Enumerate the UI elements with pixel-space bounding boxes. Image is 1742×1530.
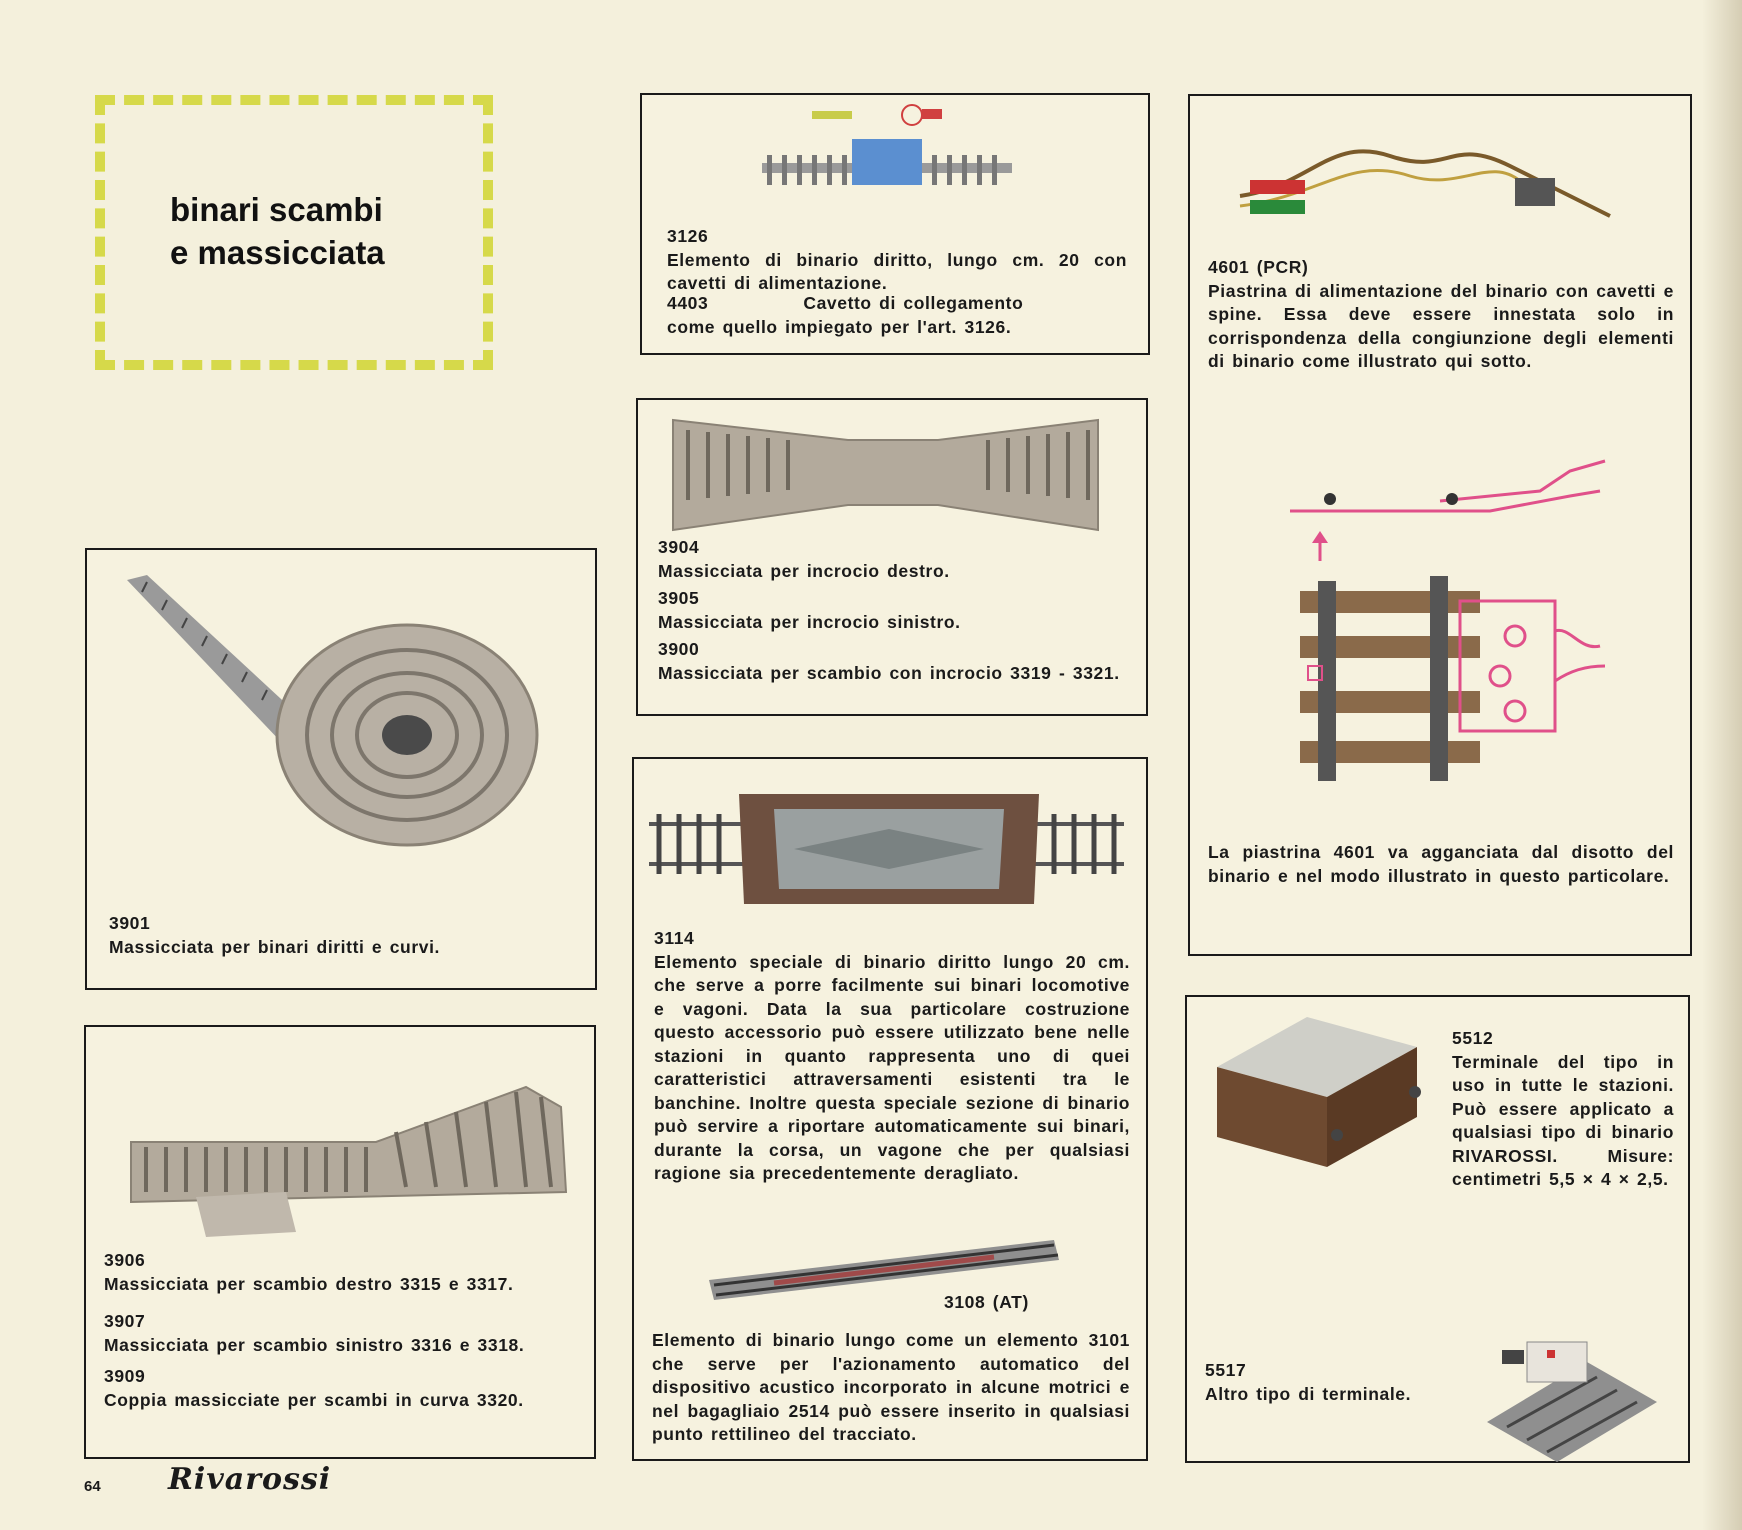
code-3900: 3900	[658, 639, 700, 659]
buffer-5517-illustration	[1467, 1322, 1667, 1462]
code-3108: 3108 (AT)	[944, 1292, 1029, 1312]
code-3905: 3905	[658, 588, 700, 608]
text-3108: Elemento di binario lungo come un elemento 3101 che serve per l'azionamento automatico del dispositivo acustico incorporato in alcune motrici e nel bagagliaio 2514 può essere inserito in qualsiasi punto rettilineo del tracciato.	[652, 1330, 1130, 1444]
code-4601: 4601 (PCR)	[1208, 257, 1309, 277]
text-3906: Massicciata per scambio destro 3315 e 3317.	[104, 1273, 514, 1294]
box-4601	[1188, 94, 1692, 956]
box-3901	[85, 548, 597, 990]
box-3906	[84, 1025, 596, 1459]
track-3126-illustration	[642, 95, 1152, 215]
note-4601: La piastrina 4601 va agganciata dal disotto del binario e nel modo illustrato in questo particolare.	[1208, 842, 1674, 886]
box-3114	[632, 757, 1148, 1461]
mounting-diagram	[1190, 451, 1694, 791]
text-3114: Elemento speciale di binario diritto lungo 20 cm. che serve a porre facilmente sui binari locomotive e vagoni. Data la sua particolare costruzione questo accessorio può essere utilizzato bene nelle stazioni in quanto rappresenta uno di quei caratteristici attraversamenti esistenti tra le banchine. Inoltre questa speciale sezione di binario può servire a riportare automaticamente sui binari, durante la corsa, un vagone che per qualsiasi ragione sia precedentemente deragliato.	[654, 951, 1130, 1183]
rerailer-3114-illustration	[634, 759, 1150, 909]
ballast-roll-illustration	[87, 550, 599, 870]
text-3907: Massicciata per scambio sinistro 3316 e 3318.	[104, 1334, 525, 1355]
code-3907: 3907	[104, 1311, 146, 1331]
code-3906: 3906	[104, 1250, 146, 1270]
text-5512: Terminale del tipo in uso in tutte le stazioni. Può essere applicato a qualsiasi tipo di binario RIVAROSSI. Misure: centimetri 5,5 × 4 × 2,5.	[1452, 1051, 1674, 1189]
brand-logo: Rivarossi	[168, 1462, 332, 1497]
text-3905: Massicciata per incrocio sinistro.	[658, 611, 961, 632]
line-4403	[667, 292, 1127, 316]
page-title	[170, 188, 430, 274]
code-3901: 3901	[109, 913, 151, 933]
text-3900: Massicciata per scambio con incrocio 3319 - 3321.	[658, 662, 1120, 683]
track-3108-illustration	[634, 1225, 1150, 1305]
page-number: 64	[84, 1478, 101, 1495]
text-3901: Massicciata per binari diritti e curvi.	[109, 936, 441, 957]
box-3904	[636, 398, 1148, 716]
title-line-2: e massicciata	[170, 234, 385, 271]
code-5517: 5517	[1205, 1360, 1247, 1380]
code-3114: 3114	[654, 928, 695, 948]
text-4403-2: come quello impiegato per l'art. 3126.	[667, 316, 1012, 337]
page-edge-shadow	[1702, 0, 1742, 1530]
title-line-1: binari scambi	[170, 191, 383, 228]
crossing-ballast-illustration	[638, 400, 1150, 520]
code-5512: 5512	[1452, 1028, 1494, 1048]
text-4403: Cavetto di collegamento	[803, 293, 1024, 313]
code-4403: 4403	[667, 293, 709, 313]
text-3126: Elemento di binario diritto, lungo cm. 20 con cavetti di alimentazione.	[667, 249, 1127, 293]
text-3909: Coppia massicciate per scambi in curva 3320.	[104, 1389, 524, 1410]
code-3126: 3126	[667, 226, 709, 246]
switch-ballast-illustration	[86, 1027, 598, 1227]
text-4601: Piastrina di alimentazione del binario con cavetti e spine. Essa deve essere innestata solo in corrispondenza della congiunzione degli elementi di binario come illustrato qui sotto.	[1208, 280, 1674, 371]
box-3126	[640, 93, 1150, 355]
code-3909: 3909	[104, 1366, 146, 1386]
text-5517: Altro tipo di terminale.	[1205, 1383, 1412, 1404]
buffer-5512-illustration	[1187, 997, 1427, 1177]
code-3904: 3904	[658, 537, 700, 557]
cable-4601-illustration	[1190, 96, 1694, 216]
box-5512	[1185, 995, 1690, 1463]
text-3904: Massicciata per incrocio destro.	[658, 560, 950, 581]
